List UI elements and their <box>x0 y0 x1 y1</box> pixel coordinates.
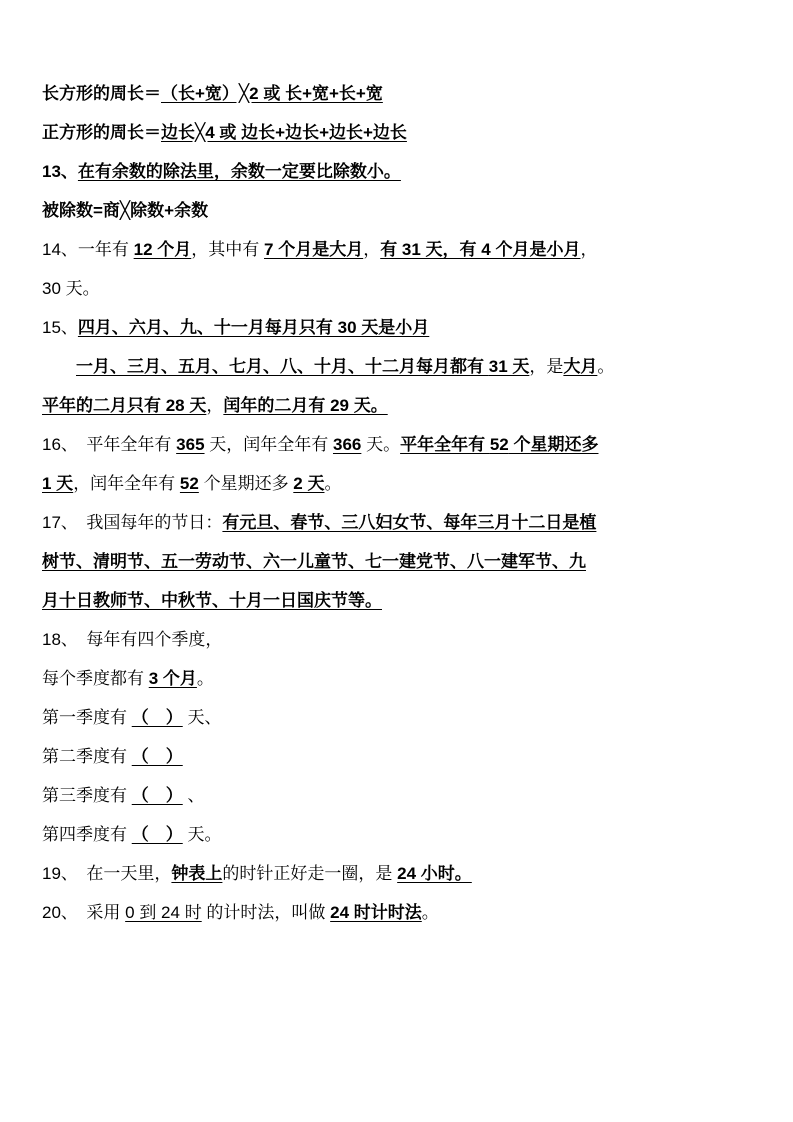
line-13-part-1: 在有余数的除法里，余数一定要比除数小。 <box>77 162 401 181</box>
line-19-part-1: 在一天里， <box>69 864 172 883</box>
line-17 <box>42 503 751 542</box>
line-17-part-2: 有元旦、春节、三八妇女节、每年三月十二日是植 <box>222 513 597 532</box>
line-17-part-0: 17、 <box>42 513 70 532</box>
line-18 <box>42 620 751 659</box>
line-q4-part-0: 第四季度有 <box>42 825 132 844</box>
line-15b-part-4: 大月 <box>563 357 598 376</box>
line-17c-part-0: 月十日教师节、中秋节、十月一日国庆节等。 <box>42 591 382 610</box>
line-16b <box>42 464 751 503</box>
line-19-part-0: 19、 <box>42 864 70 883</box>
line-14b-part-0: 30 天。 <box>42 279 100 298</box>
line-q1 <box>42 698 751 737</box>
line-15 <box>42 308 751 347</box>
line-15c-part-1: ， <box>206 396 224 415</box>
line-q3-part-0: 第三季度有 <box>42 786 132 805</box>
line-square-perimeter-part-1: 边长╳4 或 边长+边长+边长+边长 <box>161 123 407 142</box>
line-15b <box>42 347 751 386</box>
line-14-part-2: ，其中有 <box>191 240 265 259</box>
line-14-part-3: 7 个月是大月 <box>264 240 364 259</box>
line-16b-part-3: 个星期还多 <box>198 474 294 493</box>
line-19-part-2: 钟表上 <box>171 864 223 883</box>
line-16-part-0: 16、 <box>42 435 70 454</box>
line-15c <box>42 386 751 425</box>
line-q2-part-1: （ ） <box>131 747 183 766</box>
line-17c <box>42 581 751 620</box>
line-16b-part-1: ，闰年全年有 <box>73 474 180 493</box>
line-13b-part-0: 被除数=商╳除数+余数 <box>42 201 209 220</box>
line-rect-perimeter-part-1: （长+宽）╳2 或 长+宽+长+宽 <box>161 84 383 103</box>
line-14-part-4: ， <box>363 240 381 259</box>
line-20 <box>42 893 751 932</box>
line-17b-part-0: 树节、清明节、五一劳动节、六一儿童节、七一建党节、八一建军节、九 <box>42 552 586 571</box>
line-17b <box>42 542 751 581</box>
line-16-part-4: 366 <box>332 435 362 454</box>
line-16-part-5: 天。 <box>361 435 401 454</box>
line-q3 <box>42 776 751 815</box>
line-20-part-1: 采用 <box>69 903 126 922</box>
line-20-part-4: 24 时计时法 <box>330 903 422 922</box>
line-19-part-4: 24 小时。 <box>397 864 472 883</box>
line-16 <box>42 425 751 464</box>
line-14-part-0: 14、一年有 <box>42 240 134 259</box>
line-square-perimeter <box>42 113 751 152</box>
line-q3-part-2: 、 <box>182 786 205 805</box>
line-q1-part-2: 天、 <box>182 708 222 727</box>
line-19-part-3: 的时针正好走一圈，是 <box>222 864 398 883</box>
line-14b <box>42 269 751 308</box>
line-14-part-6: ， <box>580 240 598 259</box>
line-18b-part-0: 每个季度都有 <box>42 669 149 688</box>
line-15-part-1: 四月、六月、九、十一月每月只有 30 天是小月 <box>77 318 430 337</box>
line-14-part-5: 有 31 天，有 4 个月是小月 <box>380 240 581 259</box>
line-16-part-7: 52 <box>489 435 509 454</box>
line-16-part-8: 个星期还多 <box>508 435 599 454</box>
document-body <box>42 74 751 932</box>
line-13b <box>42 191 751 230</box>
line-rect-perimeter-part-0: 长方形的周长＝ <box>42 84 161 103</box>
line-15c-part-0: 平年的二月只有 28 天 <box>42 396 207 415</box>
line-18b <box>42 659 751 698</box>
line-q1-part-1: （ ） <box>131 708 183 727</box>
line-15b-part-2: 31 天 <box>488 357 530 376</box>
line-18-part-1: 每年有四个季度， <box>69 630 223 649</box>
line-q3-part-1: （ ） <box>131 786 183 805</box>
line-16-part-2: 365 <box>176 435 205 454</box>
line-18-part-0: 18、 <box>42 630 70 649</box>
line-16b-part-4: 2 天 <box>293 474 325 493</box>
line-20-part-5: 。 <box>421 903 439 922</box>
line-15b-part-3: ，是 <box>529 357 564 376</box>
line-17-part-1: 我国每年的节日： <box>69 513 223 532</box>
line-15-part-0: 15、 <box>42 318 78 337</box>
line-16b-part-0: 1 天 <box>42 474 74 493</box>
line-18b-part-2: 。 <box>196 669 214 688</box>
line-q4-part-2: 天。 <box>182 825 222 844</box>
line-16-part-3: 天，闰年全年有 <box>204 435 333 454</box>
line-15b-part-5: 。 <box>597 357 615 376</box>
line-20-part-3: 的计时法，叫做 <box>201 903 331 922</box>
line-16b-part-5: 。 <box>324 474 342 493</box>
line-18b-part-1: 3 个月 <box>148 669 197 688</box>
line-q4 <box>42 815 751 854</box>
line-16-part-1: 平年全年有 <box>69 435 177 454</box>
line-16b-part-2: 52 <box>179 474 199 493</box>
line-15c-part-2: 闰年的二月有 29 天。 <box>223 396 388 415</box>
line-16-part-6: 平年全年有 <box>400 435 490 454</box>
line-q4-part-1: （ ） <box>131 825 183 844</box>
line-q2 <box>42 737 751 776</box>
line-q1-part-0: 第一季度有 <box>42 708 132 727</box>
line-square-perimeter-part-0: 正方形的周长＝ <box>42 123 161 142</box>
line-15b-part-1: 一月、三月、五月、七月、八、十月、十二月每月都有 <box>76 357 489 376</box>
line-rect-perimeter <box>42 74 751 113</box>
line-20-part-2: 0 到 24 时 <box>125 903 202 922</box>
line-19 <box>42 854 751 893</box>
line-14-part-1: 12 个月 <box>133 240 192 259</box>
line-20-part-0: 20、 <box>42 903 70 922</box>
line-14 <box>42 230 751 269</box>
line-13 <box>42 152 751 191</box>
line-q2-part-0: 第二季度有 <box>42 747 132 766</box>
line-13-part-0: 13、 <box>42 162 78 181</box>
